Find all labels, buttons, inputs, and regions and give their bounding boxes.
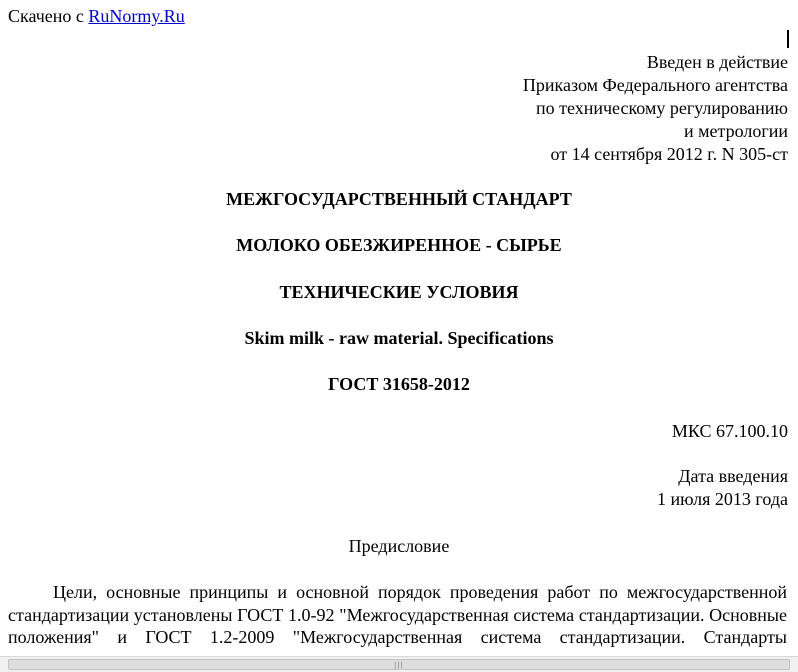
preface-heading: Предисловие: [348, 536, 450, 556]
gost-number-heading: ГОСТ 31658-2012: [328, 374, 470, 394]
horizontal-scrollbar[interactable]: [0, 656, 798, 672]
preface-paragraph: Цели, основные принципы и основной порядок проведения работ по межгосударственной стандартизации установлены ГОСТ 1.0-92 "Межгосударственная система стандартизации. Основные положения" и ГОСТ 1.2-2009 "Межгосударственная система стандартизации. Стандарты: [8, 582, 787, 647]
scrollbar-grip-icon: |||: [393, 661, 405, 669]
source-link[interactable]: RuNormy.Ru: [88, 6, 185, 26]
mks-code: МКС 67.100.10: [671, 421, 788, 441]
product-title-heading: МОЛОКО ОБЕЗЖИРЕННОЕ - СЫРЬЕ: [236, 235, 562, 255]
standard-type-heading: МЕЖГОСУДАРСТВЕННЫЙ СТАНДАРТ: [226, 189, 572, 209]
english-title-heading: Skim milk - raw material. Specifications: [244, 328, 554, 348]
enactment-line: Введен в действие: [646, 52, 788, 72]
source-prefix: Скачено с: [8, 6, 89, 26]
enactment-line: по техническому регулированию: [535, 98, 788, 118]
enactment-block: [523, 51, 788, 166]
intro-date-value: 1 июля 2013 года: [657, 489, 788, 509]
intro-date-label: Дата введения: [678, 466, 788, 486]
enactment-line: и метрологии: [684, 121, 788, 141]
enactment-line: Приказом Федерального агентства: [522, 75, 788, 95]
scrollbar-thumb[interactable]: [8, 659, 790, 670]
source-line: [8, 5, 185, 27]
text-cursor: [787, 30, 789, 48]
enactment-line: от 14 сентября 2012 г. N 305-ст: [550, 144, 788, 164]
conditions-heading: ТЕХНИЧЕСКИЕ УСЛОВИЯ: [279, 282, 519, 302]
